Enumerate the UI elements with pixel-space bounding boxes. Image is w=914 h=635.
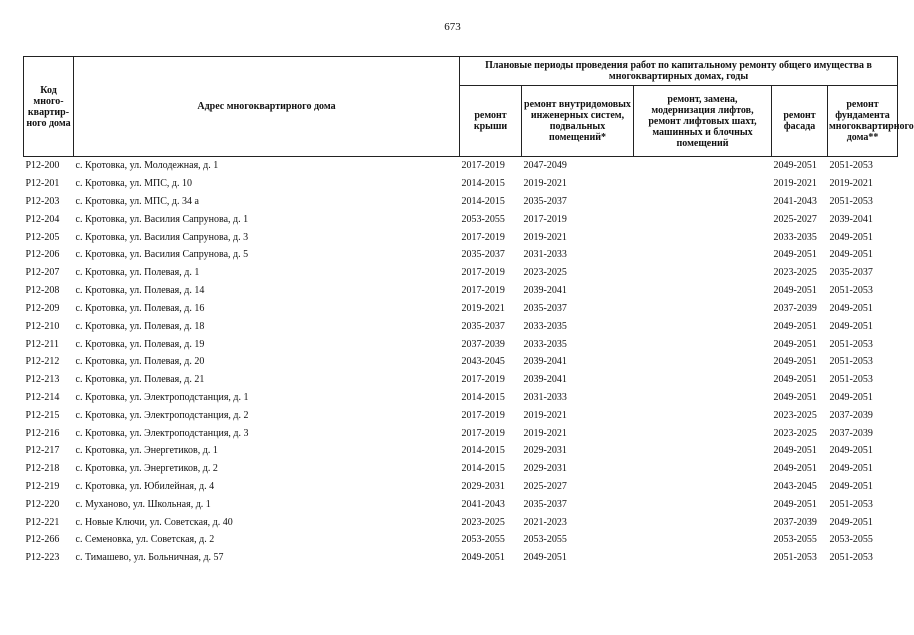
cell-roof: 2017-2019 (461, 160, 505, 172)
cell-code: P12-208 (25, 285, 60, 297)
cell-elevators (634, 389, 772, 407)
cell-elevators (634, 300, 772, 318)
cell-foundation: 2019-2021 (829, 178, 873, 190)
cell-engineering: 2031-2033 (523, 249, 567, 261)
table-body (24, 157, 898, 567)
cell-address: с. Кротовка, ул. Электроподстанция, д. 3 (75, 427, 249, 439)
cell-code: P12-215 (25, 409, 60, 421)
cell-engineering: 2023-2025 (523, 267, 567, 279)
header-planned-periods: Плановые периоды проведения работ по капитальному ремонту общего имущества в многоквартирных домах, годы (460, 57, 898, 86)
cell-roof: 2029-2031 (461, 481, 505, 493)
cell-elevators (634, 317, 772, 335)
cell-roof: 2017-2019 (461, 285, 505, 297)
cell-elevators (634, 282, 772, 300)
cell-code: P12-221 (25, 516, 60, 528)
table-row (24, 460, 898, 478)
cell-roof: 2017-2019 (461, 374, 505, 386)
cell-foundation: 2049-2051 (829, 231, 873, 243)
table-row (24, 531, 898, 549)
cell-elevators (634, 353, 772, 371)
cell-facade: 2049-2051 (773, 498, 817, 510)
cell-engineering: 2035-2037 (523, 302, 567, 314)
cell-code: P12-266 (25, 534, 60, 546)
table-row (24, 549, 898, 567)
table-row (24, 424, 898, 442)
cell-elevators (634, 264, 772, 282)
cell-roof: 2023-2025 (461, 516, 505, 528)
cell-address: с. Кротовка, ул. Энергетиков, д. 1 (75, 445, 218, 457)
table-row (24, 478, 898, 496)
cell-elevators (634, 513, 772, 531)
cell-elevators (634, 549, 772, 567)
cell-address: с. Кротовка, ул. Василия Сапрунова, д. 1 (75, 213, 249, 225)
cell-address: с. Кротовка, ул. Юбилейная, д. 4 (75, 481, 215, 493)
table-row (24, 175, 898, 193)
cell-address: с. Кротовка, ул. МПС, д. 10 (75, 178, 193, 190)
cell-address: с. Кротовка, ул. Молодежная, д. 1 (75, 160, 219, 172)
cell-roof: 2014-2015 (461, 391, 505, 403)
table-row (24, 246, 898, 264)
cell-engineering: 2035-2037 (523, 196, 567, 208)
cell-code: P12-204 (25, 213, 60, 225)
cell-elevators (634, 442, 772, 460)
table-row (24, 389, 898, 407)
cell-foundation: 2037-2039 (829, 409, 873, 421)
cell-elevators (634, 424, 772, 442)
cell-code: P12-214 (25, 391, 60, 403)
cell-code: P12-211 (25, 338, 60, 350)
cell-engineering: 2049-2051 (523, 552, 567, 564)
cell-roof: 2049-2051 (461, 552, 505, 564)
cell-engineering: 2029-2031 (523, 463, 567, 475)
cell-address: с. Кротовка, ул. Полевая, д. 20 (75, 356, 205, 368)
cell-facade: 2019-2021 (773, 178, 817, 190)
cell-facade: 2049-2051 (773, 445, 817, 457)
cell-facade: 2053-2055 (773, 534, 817, 546)
cell-elevators (634, 495, 772, 513)
cell-address: с. Кротовка, ул. Василия Сапрунова, д. 5 (75, 249, 249, 261)
cell-elevators (634, 460, 772, 478)
table-row (24, 513, 898, 531)
cell-code: P12-209 (25, 302, 60, 314)
cell-elevators (634, 478, 772, 496)
cell-elevators (634, 335, 772, 353)
cell-engineering: 2033-2035 (523, 320, 567, 332)
cell-roof: 2014-2015 (461, 196, 505, 208)
cell-foundation: 2051-2053 (829, 196, 873, 208)
table-row (24, 371, 898, 389)
cell-code: P12-205 (25, 231, 60, 243)
cell-elevators (634, 531, 772, 549)
cell-roof: 2037-2039 (461, 338, 505, 350)
cell-address: с. Кротовка, ул. Полевая, д. 14 (75, 285, 205, 297)
cell-foundation: 2051-2053 (829, 160, 873, 172)
cell-address: с. Кротовка, ул. Полевая, д. 18 (75, 320, 205, 332)
cell-roof: 2041-2043 (461, 498, 505, 510)
cell-facade: 2023-2025 (773, 267, 817, 279)
cell-elevators (634, 228, 772, 246)
cell-roof: 2035-2037 (461, 249, 505, 261)
cell-code: P12-200 (25, 160, 60, 172)
cell-facade: 2043-2045 (773, 481, 817, 493)
cell-foundation: 2039-2041 (829, 213, 873, 225)
cell-foundation: 2049-2051 (829, 481, 873, 493)
cell-engineering: 2019-2021 (523, 178, 567, 190)
cell-facade: 2049-2051 (773, 356, 817, 368)
cell-address: с. Кротовка, ул. Электроподстанция, д. 1 (75, 391, 249, 403)
cell-roof: 2017-2019 (461, 231, 505, 243)
cell-code: P12-212 (25, 356, 60, 368)
cell-facade: 2049-2051 (773, 391, 817, 403)
header-foundation: ремонт фундамента многоквартирного дома** (828, 86, 898, 157)
cell-address: с. Кротовка, ул. Полевая, д. 16 (75, 302, 205, 314)
cell-address: с. Семеновка, ул. Советская, д. 2 (75, 534, 215, 546)
cell-engineering: 2025-2027 (523, 481, 567, 493)
cell-code: P12-201 (25, 178, 60, 190)
cell-engineering: 2031-2033 (523, 391, 567, 403)
cell-engineering: 2039-2041 (523, 285, 567, 297)
cell-code: P12-218 (25, 463, 60, 475)
cell-facade: 2023-2025 (773, 409, 817, 421)
cell-facade: 2049-2051 (773, 338, 817, 350)
cell-facade: 2049-2051 (773, 463, 817, 475)
table-row (24, 495, 898, 513)
table-row (24, 282, 898, 300)
header-address: Адрес многоквартирного дома (74, 57, 460, 157)
cell-facade: 2037-2039 (773, 516, 817, 528)
cell-facade: 2023-2025 (773, 427, 817, 439)
cell-address: с. Кротовка, ул. Полевая, д. 21 (75, 374, 205, 386)
cell-engineering: 2039-2041 (523, 374, 567, 386)
cell-foundation: 2049-2051 (829, 391, 873, 403)
cell-address: с. Кротовка, ул. Электроподстанция, д. 2 (75, 409, 249, 421)
cell-elevators (634, 193, 772, 211)
cell-engineering: 2047-2049 (523, 160, 567, 172)
table-row (24, 317, 898, 335)
cell-engineering: 2053-2055 (523, 534, 567, 546)
cell-code: P12-220 (25, 498, 60, 510)
header-engineering: ремонт внутридомовых инженерных систем, подвальных помещений* (522, 86, 634, 157)
cell-foundation: 2051-2053 (829, 498, 873, 510)
cell-elevators (634, 406, 772, 424)
cell-address: с. Кротовка, ул. Василия Сапрунова, д. 3 (75, 231, 249, 243)
table-row (24, 264, 898, 282)
table-row (24, 353, 898, 371)
cell-engineering: 2021-2023 (523, 516, 567, 528)
cell-foundation: 2037-2039 (829, 427, 873, 439)
cell-engineering: 2019-2021 (523, 409, 567, 421)
cell-address: с. Новые Ключи, ул. Советская, д. 40 (75, 516, 233, 528)
cell-facade: 2025-2027 (773, 213, 817, 225)
cell-roof: 2014-2015 (461, 463, 505, 475)
table-row (24, 406, 898, 424)
cell-foundation: 2051-2053 (829, 356, 873, 368)
cell-facade: 2049-2051 (773, 320, 817, 332)
repair-schedule-table (23, 56, 914, 567)
cell-foundation: 2051-2053 (829, 552, 873, 564)
cell-code: P12-207 (25, 267, 60, 279)
cell-facade: 2049-2051 (773, 285, 817, 297)
cell-elevators (634, 175, 772, 193)
header-code: Код много-квартир-ного дома (24, 57, 74, 157)
table-row (24, 300, 898, 318)
cell-foundation: 2035-2037 (829, 267, 873, 279)
cell-code: P12-223 (25, 552, 60, 564)
cell-facade: 2033-2035 (773, 231, 817, 243)
cell-facade: 2041-2043 (773, 196, 817, 208)
table-row (24, 157, 898, 175)
cell-code: P12-203 (25, 196, 60, 208)
cell-roof: 2053-2055 (461, 534, 505, 546)
cell-code: P12-210 (25, 320, 60, 332)
cell-foundation: 2053-2055 (829, 534, 873, 546)
cell-roof: 2017-2019 (461, 267, 505, 279)
cell-engineering: 2029-2031 (523, 445, 567, 457)
cell-facade: 2037-2039 (773, 302, 817, 314)
cell-code: P12-217 (25, 445, 60, 457)
table-row (24, 228, 898, 246)
cell-engineering: 2017-2019 (523, 213, 567, 225)
cell-foundation: 2049-2051 (829, 463, 873, 475)
cell-foundation: 2051-2053 (829, 374, 873, 386)
cell-foundation: 2051-2053 (829, 338, 873, 350)
cell-foundation: 2051-2053 (829, 285, 873, 297)
cell-code: P12-216 (25, 427, 60, 439)
header-elevators: ремонт, замена, модернизация лифтов, ремонт лифтовых шахт, машинных и блочных помещений (634, 86, 772, 157)
cell-foundation: 2049-2051 (829, 445, 873, 457)
cell-facade: 2049-2051 (773, 160, 817, 172)
page-number: 673 (444, 21, 461, 33)
cell-facade: 2051-2053 (773, 552, 817, 564)
cell-roof: 2014-2015 (461, 445, 505, 457)
cell-code: P12-219 (25, 481, 60, 493)
cell-engineering: 2033-2035 (523, 338, 567, 350)
table-row (24, 193, 898, 211)
cell-engineering: 2019-2021 (523, 427, 567, 439)
cell-engineering: 2019-2021 (523, 231, 567, 243)
cell-elevators (634, 371, 772, 389)
cell-engineering: 2039-2041 (523, 356, 567, 368)
cell-foundation: 2049-2051 (829, 516, 873, 528)
cell-address: с. Кротовка, ул. Полевая, д. 19 (75, 338, 205, 350)
cell-roof: 2017-2019 (461, 427, 505, 439)
cell-facade: 2049-2051 (773, 249, 817, 261)
cell-code: P12-206 (25, 249, 60, 261)
table-row (24, 210, 898, 228)
header-facade: ремонт фасада (772, 86, 828, 157)
cell-roof: 2043-2045 (461, 356, 505, 368)
cell-roof: 2017-2019 (461, 409, 505, 421)
cell-address: с. Муханово, ул. Школьная, д. 1 (75, 498, 211, 510)
cell-roof: 2019-2021 (461, 302, 505, 314)
cell-engineering: 2035-2037 (523, 498, 567, 510)
cell-foundation: 2049-2051 (829, 302, 873, 314)
table-row (24, 335, 898, 353)
cell-elevators (634, 157, 772, 175)
cell-elevators (634, 210, 772, 228)
cell-address: с. Кротовка, ул. МПС, д. 34 а (75, 196, 199, 208)
cell-code: P12-213 (25, 374, 60, 386)
cell-foundation: 2049-2051 (829, 249, 873, 261)
cell-foundation: 2049-2051 (829, 320, 873, 332)
cell-address: с. Тимашево, ул. Больничная, д. 57 (75, 552, 224, 564)
cell-elevators (634, 246, 772, 264)
cell-roof: 2035-2037 (461, 320, 505, 332)
cell-roof: 2053-2055 (461, 213, 505, 225)
cell-address: с. Кротовка, ул. Энергетиков, д. 2 (75, 463, 218, 475)
cell-facade: 2049-2051 (773, 374, 817, 386)
header-roof: ремонт крыши (460, 86, 522, 157)
table-row (24, 442, 898, 460)
cell-address: с. Кротовка, ул. Полевая, д. 1 (75, 267, 200, 279)
cell-roof: 2014-2015 (461, 178, 505, 190)
